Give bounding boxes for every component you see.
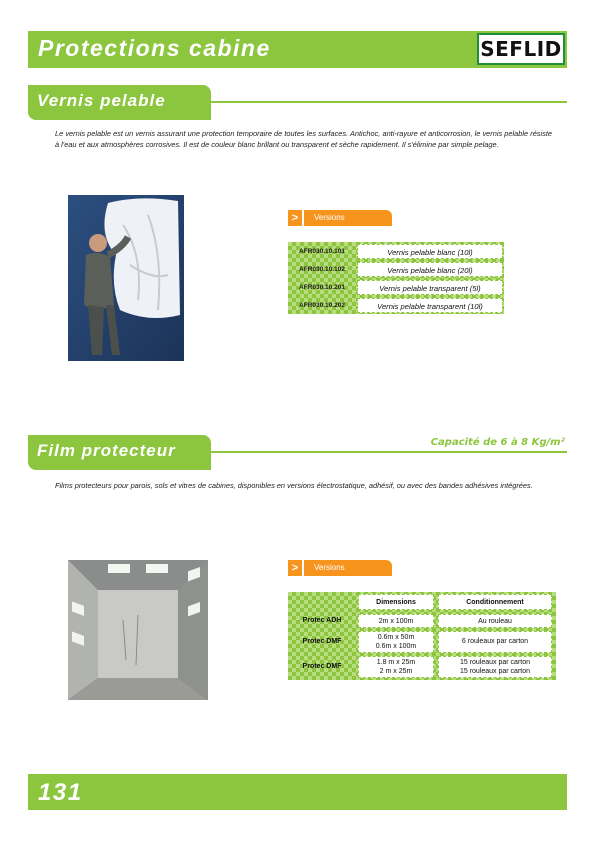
vernis-photo [68, 195, 184, 361]
packaging-value: 6 rouleaux par carton [438, 631, 552, 653]
packaging-value: 15 rouleaux par carton [459, 668, 531, 675]
section-tab-film [28, 435, 211, 470]
product-name: Protec ADH [302, 617, 342, 624]
cabine-photo [68, 560, 208, 700]
section-divider [211, 451, 567, 453]
product-desc: Vernis pelable blanc (10l) [357, 244, 503, 259]
section-title-vernis: Vernis pelable [37, 91, 166, 110]
section-title-film: Film protecteur [37, 441, 176, 460]
product-desc: Vernis pelable transparent (10l) [357, 298, 503, 313]
dimension-value: 1.8 m x 25m [376, 659, 416, 666]
versions-label: Versions [304, 560, 392, 576]
capacity-note: Capacité de 6 à 8 Kg/m² [430, 437, 565, 448]
column-header-dimensions: Dimensions [358, 594, 434, 610]
page-number: 131 [38, 779, 83, 806]
product-code: AFR030.10.102 [299, 266, 345, 273]
dimension-value: 2 m x 25m [379, 668, 413, 675]
chevron-right-icon: > [288, 210, 302, 226]
dimension-cell [358, 631, 434, 653]
product-desc: Vernis pelable transparent (5l) [357, 280, 503, 295]
chevron-right-icon: > [288, 560, 302, 576]
section2-description: Films protecteurs pour parois, sols et vitres de cabines, disponibles en versions électrostatique, adhésif, ou avec des bandes adhésives intégrées. [55, 481, 533, 490]
dimension-value: 0.6m x 50m [377, 634, 415, 641]
versions-label: Versions [304, 210, 392, 226]
packaging-value: Au rouleau [438, 614, 552, 628]
footer-bar [28, 774, 567, 810]
product-code: AFR030.10.101 [299, 248, 345, 255]
header-bar [28, 31, 567, 68]
product-code: AFR030.10.202 [299, 302, 345, 309]
dimension-value: 2m x 100m [358, 614, 434, 628]
section-tab-vernis [28, 85, 211, 120]
product-desc: Vernis pelable blanc (20l) [357, 262, 503, 277]
packaging-cell [438, 656, 552, 678]
section-divider [211, 101, 567, 103]
dimension-cell [358, 656, 434, 678]
product-name: Protec DMF [302, 638, 342, 645]
logo-text: SEFLID [480, 37, 562, 61]
dimension-value: 0.6m x 100m [375, 643, 417, 650]
product-name: Protec DMF [302, 663, 342, 670]
product-code: AFR030.10.201 [299, 284, 345, 291]
column-header-conditionnement: Conditionnement [438, 594, 552, 610]
section1-description: Le vernis pelable est un vernis assurant une protection temporaire de toutes les surfaces. Antichoc, anti-rayure et anticorrosion, le vernis pelable résiste à l'eau et aux atmosphères corrosives. Il est de couleur blanc brillant ou transparent et sèche rapidement. Il s'élimine par simple pelage. [55, 129, 552, 149]
seflid-logo [477, 33, 565, 65]
page-title: Protections cabine [38, 35, 271, 61]
packaging-value: 15 rouleaux par carton [459, 659, 531, 666]
